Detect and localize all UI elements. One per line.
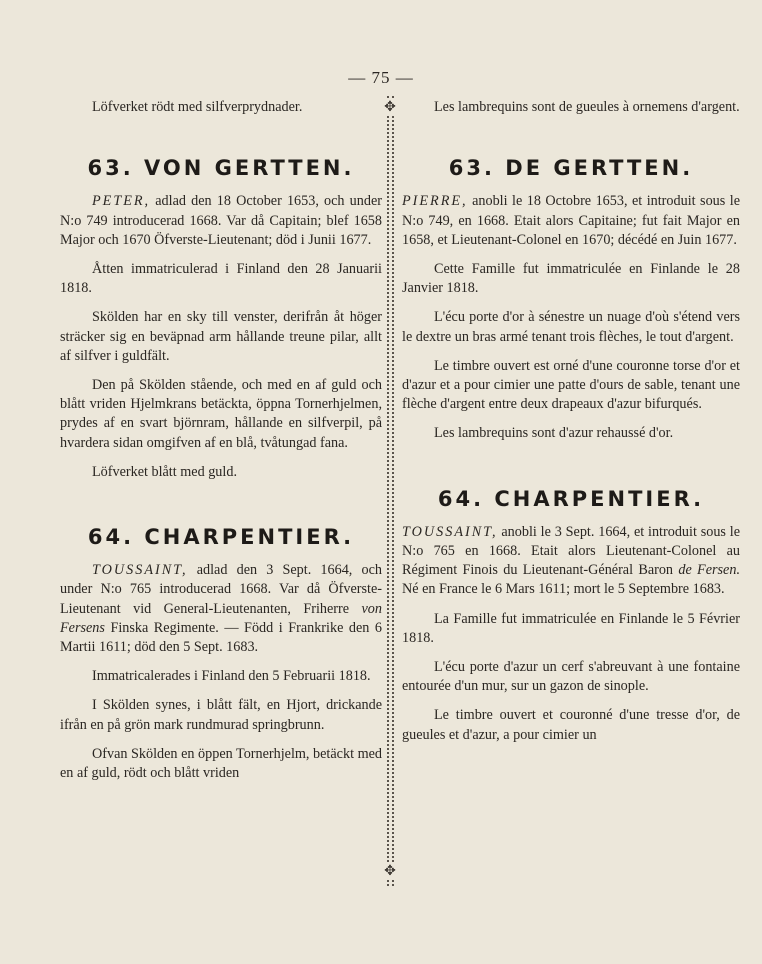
person-name: PIERRE,: [402, 193, 468, 210]
entry-heading-64: 64. CHARPENTIER.: [87, 525, 355, 550]
divider-ornament-icon: ✥: [381, 864, 399, 878]
intro-text: Les lambrequins sont de gueules à ornemens d'argent.: [434, 99, 740, 115]
entry63-paragraph-1: PIERRE, anobli le 18 Octobre 1653, et introduit sous le N:o 749, en 1668. Etait alors Capitaine; fut fait Major en 1658, et Lieutenant-Colonel en 1670; décédé en Juin 1677.: [402, 193, 740, 248]
divider-ornament-icon: ✥: [381, 100, 399, 114]
person-name: TOUSSAINT,: [402, 523, 498, 540]
entry64-paragraph-4: Le timbre ouvert et couronné d'une tresse d'or, de gueules et d'azur, a pour cimier un: [402, 707, 740, 743]
entry64-paragraph-2: Immatricalerades i Finland den 5 Februarii 1818.: [92, 668, 371, 685]
entry64-paragraph-3: L'écu porte d'azur un cerf s'abreuvant à une fontaine entourée d'un mur, sur un gazon de sinople.: [402, 659, 740, 695]
person-name: TOUSSAINT,: [92, 562, 188, 579]
entry-heading-63: 63. VON GERTTEN.: [87, 156, 355, 181]
entry63-paragraph-3: L'écu porte d'or à sénestre un nuage d'où s'étend vers le dextre un bras armé tenant trois flèches, le tout d'argent.: [402, 309, 740, 345]
entry63-paragraph-3: Skölden har en sky till venster, derifrån åt höger sträcker sig en beväpnad arm hållande treune pilar, allt af silfver i guldfält.: [60, 309, 382, 364]
entry63-paragraph-5: Löfverket blått med guld.: [92, 463, 237, 480]
entry64-paragraph-1: TOUSSAINT, anobli le 3 Sept. 1664, et introduit sous le N:o 765 en 1668. Etait alors Lieutenant-Colonel au Régiment Finois du Lieutenant-Général Baron de Fersen. Né en France le 6 Mars 1611; mort le 5 Septembre 1683.: [402, 523, 740, 598]
entry64-paragraph-4: Ofvan Skölden en öppen Tornerhjelm, betäckt med en af guld, rödt och blått vriden: [60, 745, 382, 782]
intro-text: Löfverket rödt med silfverprydnader.: [92, 99, 303, 115]
entry63-paragraph-4: Le timbre ouvert est orné d'une couronne torse d'or et d'azur et a pour cimier une patte d'ours de sable, tenant une flèche d'argent entre deux drapeaux d'azur bifurqués.: [402, 357, 740, 413]
entry63-paragraph-2: Cette Famille fut immatriculée en Finlande le 28 Janvier 1818.: [402, 261, 740, 297]
entry63-paragraph-5: Les lambrequins sont d'azur rehaussé d'or.: [434, 425, 674, 442]
entry64-paragraph-1: TOUSSAINT, adlad den 3 Sept. 1664, och under N:o 765 introducerad 1668. Var då Öfverste-Lieutenant vid General-Lieutenanten, Friherre von Fersens Finska Regimente. — Född i Frankrike den 6 Martii 1611; död den 5 Sept. 1683.: [60, 562, 382, 656]
entry63-paragraph-4: Den på Skölden stående, och med en af guld och blått vriden Hjelmkrans betäckta, öppna Tornerhjelmen, prydes af en svart björnram, hållande en silfverpil, på hvardera sidan omgifven af en blå, tvåtungad fana.: [60, 377, 382, 451]
french-column: [402, 98, 740, 745]
entry-heading-63: 63. DE GERTTEN.: [448, 156, 694, 181]
column-divider-rule: [387, 96, 394, 886]
entry64-paragraph-2: La Famille fut immatriculée en Finlande le 5 Février 1818.: [402, 610, 740, 646]
person-name: PETER,: [92, 193, 151, 210]
entry63-paragraph-1: PETER, adlad den 18 October 1653, och under N:o 749 introducerad 1668. Var då Capitain; blef 1658 Major och 1670 Öfverste-Lieutenant; död i Junii 1677.: [60, 193, 382, 248]
swedish-column: [60, 98, 382, 783]
entry64-paragraph-3: I Skölden synes, i blått fält, en Hjort, drickande ifrån en på grön mark rundmurad springbrunn.: [60, 697, 382, 733]
entry-heading-64: 64. CHARPENTIER.: [437, 486, 705, 511]
entry63-paragraph-2: Åtten immatriculerad i Finland den 28 Januarii 1818.: [60, 261, 382, 297]
page-number: — 75 —: [348, 68, 414, 87]
